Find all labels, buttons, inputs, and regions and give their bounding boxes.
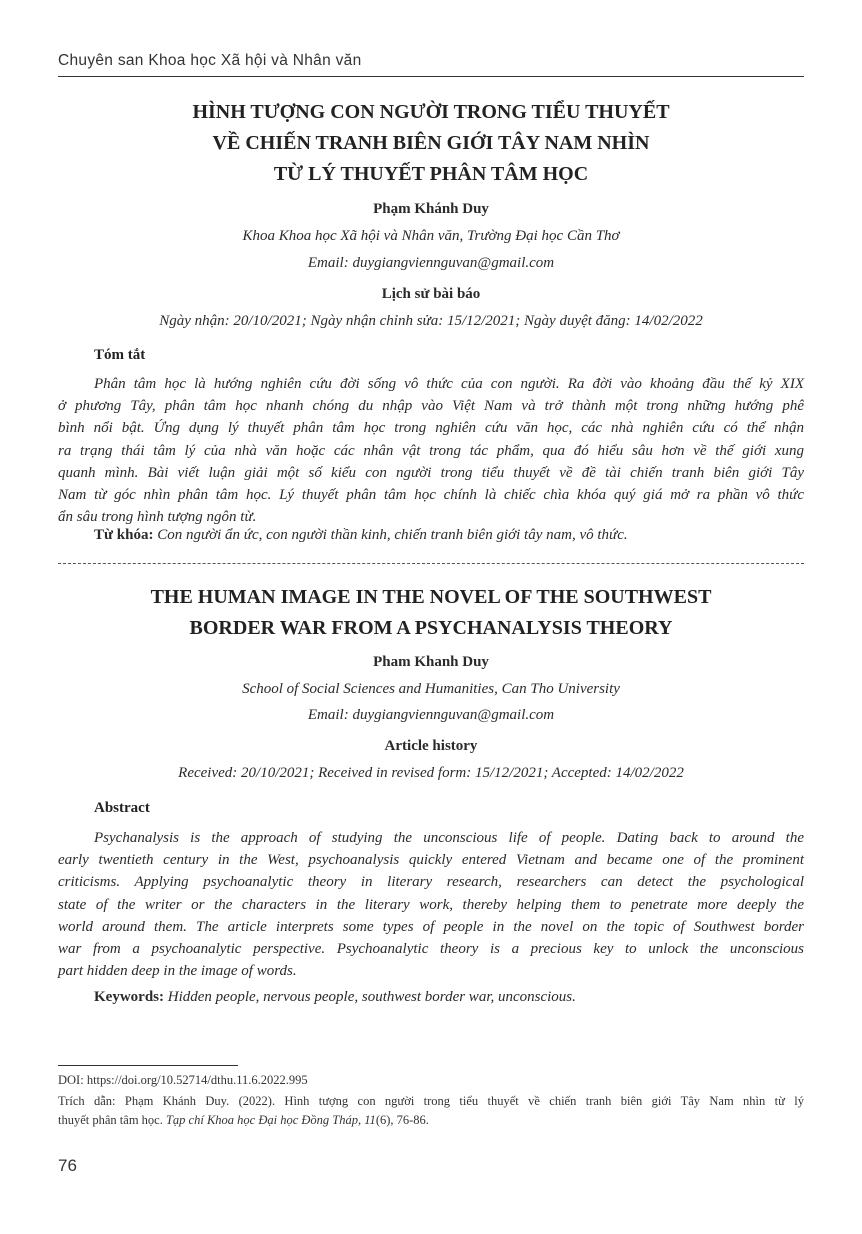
vi-abstract-label: Tóm tắt	[94, 347, 146, 363]
en-email: Email: duygiangviennguvan@gmail.com	[307, 707, 555, 723]
vi-title-line: HÌNH TƯỢNG CON NGƯỜI TRONG TIỂU THUYẾT	[192, 101, 670, 123]
en-abstract-line: Psychanalysis is the approach of studying the unconscious life of people. Dating back to around the	[94, 830, 804, 846]
citation-issue-pages: (6), 76-86.	[375, 1113, 429, 1127]
en-keywords-label: Keywords:	[94, 989, 164, 1005]
en-abstract-line: part hidden deep in the image of words.	[58, 963, 297, 980]
vi-title-line: VỀ CHIẾN TRANH BIÊN GIỚI TÂY NAM NHÌN	[212, 132, 650, 154]
en-author: Pham Khanh Duy	[373, 654, 489, 670]
en-title-line: THE HUMAN IMAGE IN THE NOVEL OF THE SOUTHWEST	[150, 586, 712, 608]
citation-journal: Tạp chí Khoa học Đại học Đồng Tháp, 11	[165, 1113, 376, 1127]
en-title-line: BORDER WAR FROM A PSYCHANALYSIS THEORY	[189, 617, 673, 639]
doi-line: DOI: https://doi.org/10.52714/dthu.11.6.2022.995	[58, 1073, 308, 1087]
en-abstract-line: state of the writer or the characters in the literary work, thereby helping them to penetrate more deeply the	[58, 896, 804, 913]
vi-keywords-text: Con người ẩn ức, con người thần kinh, chiến tranh biên giới tây nam, vô thức.	[157, 527, 628, 543]
en-abstract-line: war from a psychoanalytic perspective. Psychoanalytic theory is a precious key to unlock the unconscious	[58, 941, 804, 958]
vi-abstract-line: Phân tâm học là hướng nghiên cứu đời sống vô thức của con người. Ra đời vào khoảng đầu thế kỷ XIX	[94, 376, 804, 392]
footnote-rule	[58, 1065, 238, 1066]
citation-line-2	[58, 1111, 804, 1130]
vi-abstract-line: ẩn sâu trong hình tượng ngôn từ.	[58, 509, 257, 526]
vi-abstract	[58, 373, 804, 528]
en-history-label: Article history	[384, 738, 478, 754]
journal-header: Chuyên san Khoa học Xã hội và Nhân văn	[58, 52, 362, 69]
vi-abstract-line: quanh mình. Bài viết luận giải một số kiểu con người trong tiểu thuyết về đề tài chiến tranh biên giới Tây	[58, 464, 804, 481]
en-abstract-line: criticisms. Applying psychoanalytic theory in literary research, researchers can detect the psychological	[58, 874, 804, 891]
en-keywords	[94, 989, 576, 1006]
page-number: 76	[58, 1156, 77, 1175]
en-abstract-line: world around them. The article interprets some types of people in the novel on the topic of Southwest border	[58, 918, 804, 935]
citation-text: thuyết phân tâm học.	[58, 1113, 166, 1127]
citation-line: Trích dẫn: Phạm Khánh Duy. (2022). Hình tượng con người trong tiểu thuyết về chiến tranh biên giới Tây Nam nhìn từ lý	[58, 1094, 804, 1108]
vi-title-line: TỪ LÝ THUYẾT PHÂN TÂM HỌC	[273, 163, 589, 185]
vi-author: Phạm Khánh Duy	[373, 201, 489, 217]
en-affiliation: School of Social Sciences and Humanities, Can Tho University	[242, 681, 620, 697]
vi-abstract-line: ở phương Tây, phân tâm học nhanh chóng du nhập vào Việt Nam và trở thành một trong những hướng phê	[58, 398, 804, 415]
en-title	[58, 582, 804, 644]
section-divider	[58, 563, 804, 564]
en-history: Received: 20/10/2021; Received in revised form: 15/12/2021; Accepted: 14/02/2022	[178, 765, 684, 781]
vi-abstract-line: bình nổi bật. Ứng dụng lý thuyết phân tâm học trong nghiên cứu văn học, các nhà nghiên cứu có thể nhận	[58, 420, 804, 437]
en-abstract-label: Abstract	[94, 800, 150, 816]
vi-history: Ngày nhận: 20/10/2021; Ngày nhận chỉnh sửa: 15/12/2021; Ngày duyệt đăng: 14/02/2022	[159, 313, 703, 329]
vi-keywords	[94, 527, 628, 544]
vi-keywords-label: Từ khóa:	[94, 527, 154, 543]
footnote	[58, 1071, 804, 1130]
vi-affiliation: Khoa Khoa học Xã hội và Nhân văn, Trường Đại học Cần Thơ	[242, 228, 620, 244]
vi-abstract-line: ra trạng thái tâm lý của nhà văn hoặc các nhân vật trong tác phẩm, qua đó hiểu sâu hơn về thế giới xung	[58, 442, 804, 459]
en-abstract	[58, 827, 804, 982]
header-rule	[58, 76, 804, 77]
vi-history-label: Lịch sử bài báo	[381, 286, 481, 302]
vi-title	[58, 97, 804, 190]
vi-abstract-line: Nam từ góc nhìn phân tâm học. Lý thuyết phân tâm học chính là chiếc chìa khóa quý giá mở ra phần vô thức	[58, 487, 804, 504]
en-keywords-text: Hidden people, nervous people, southwest border war, unconscious.	[167, 989, 576, 1005]
en-abstract-line: early twentieth century in the West, psychoanalysis quickly entered Vietnam and became one of the prominent	[58, 852, 804, 869]
vi-email: Email: duygiangviennguvan@gmail.com	[307, 255, 555, 271]
